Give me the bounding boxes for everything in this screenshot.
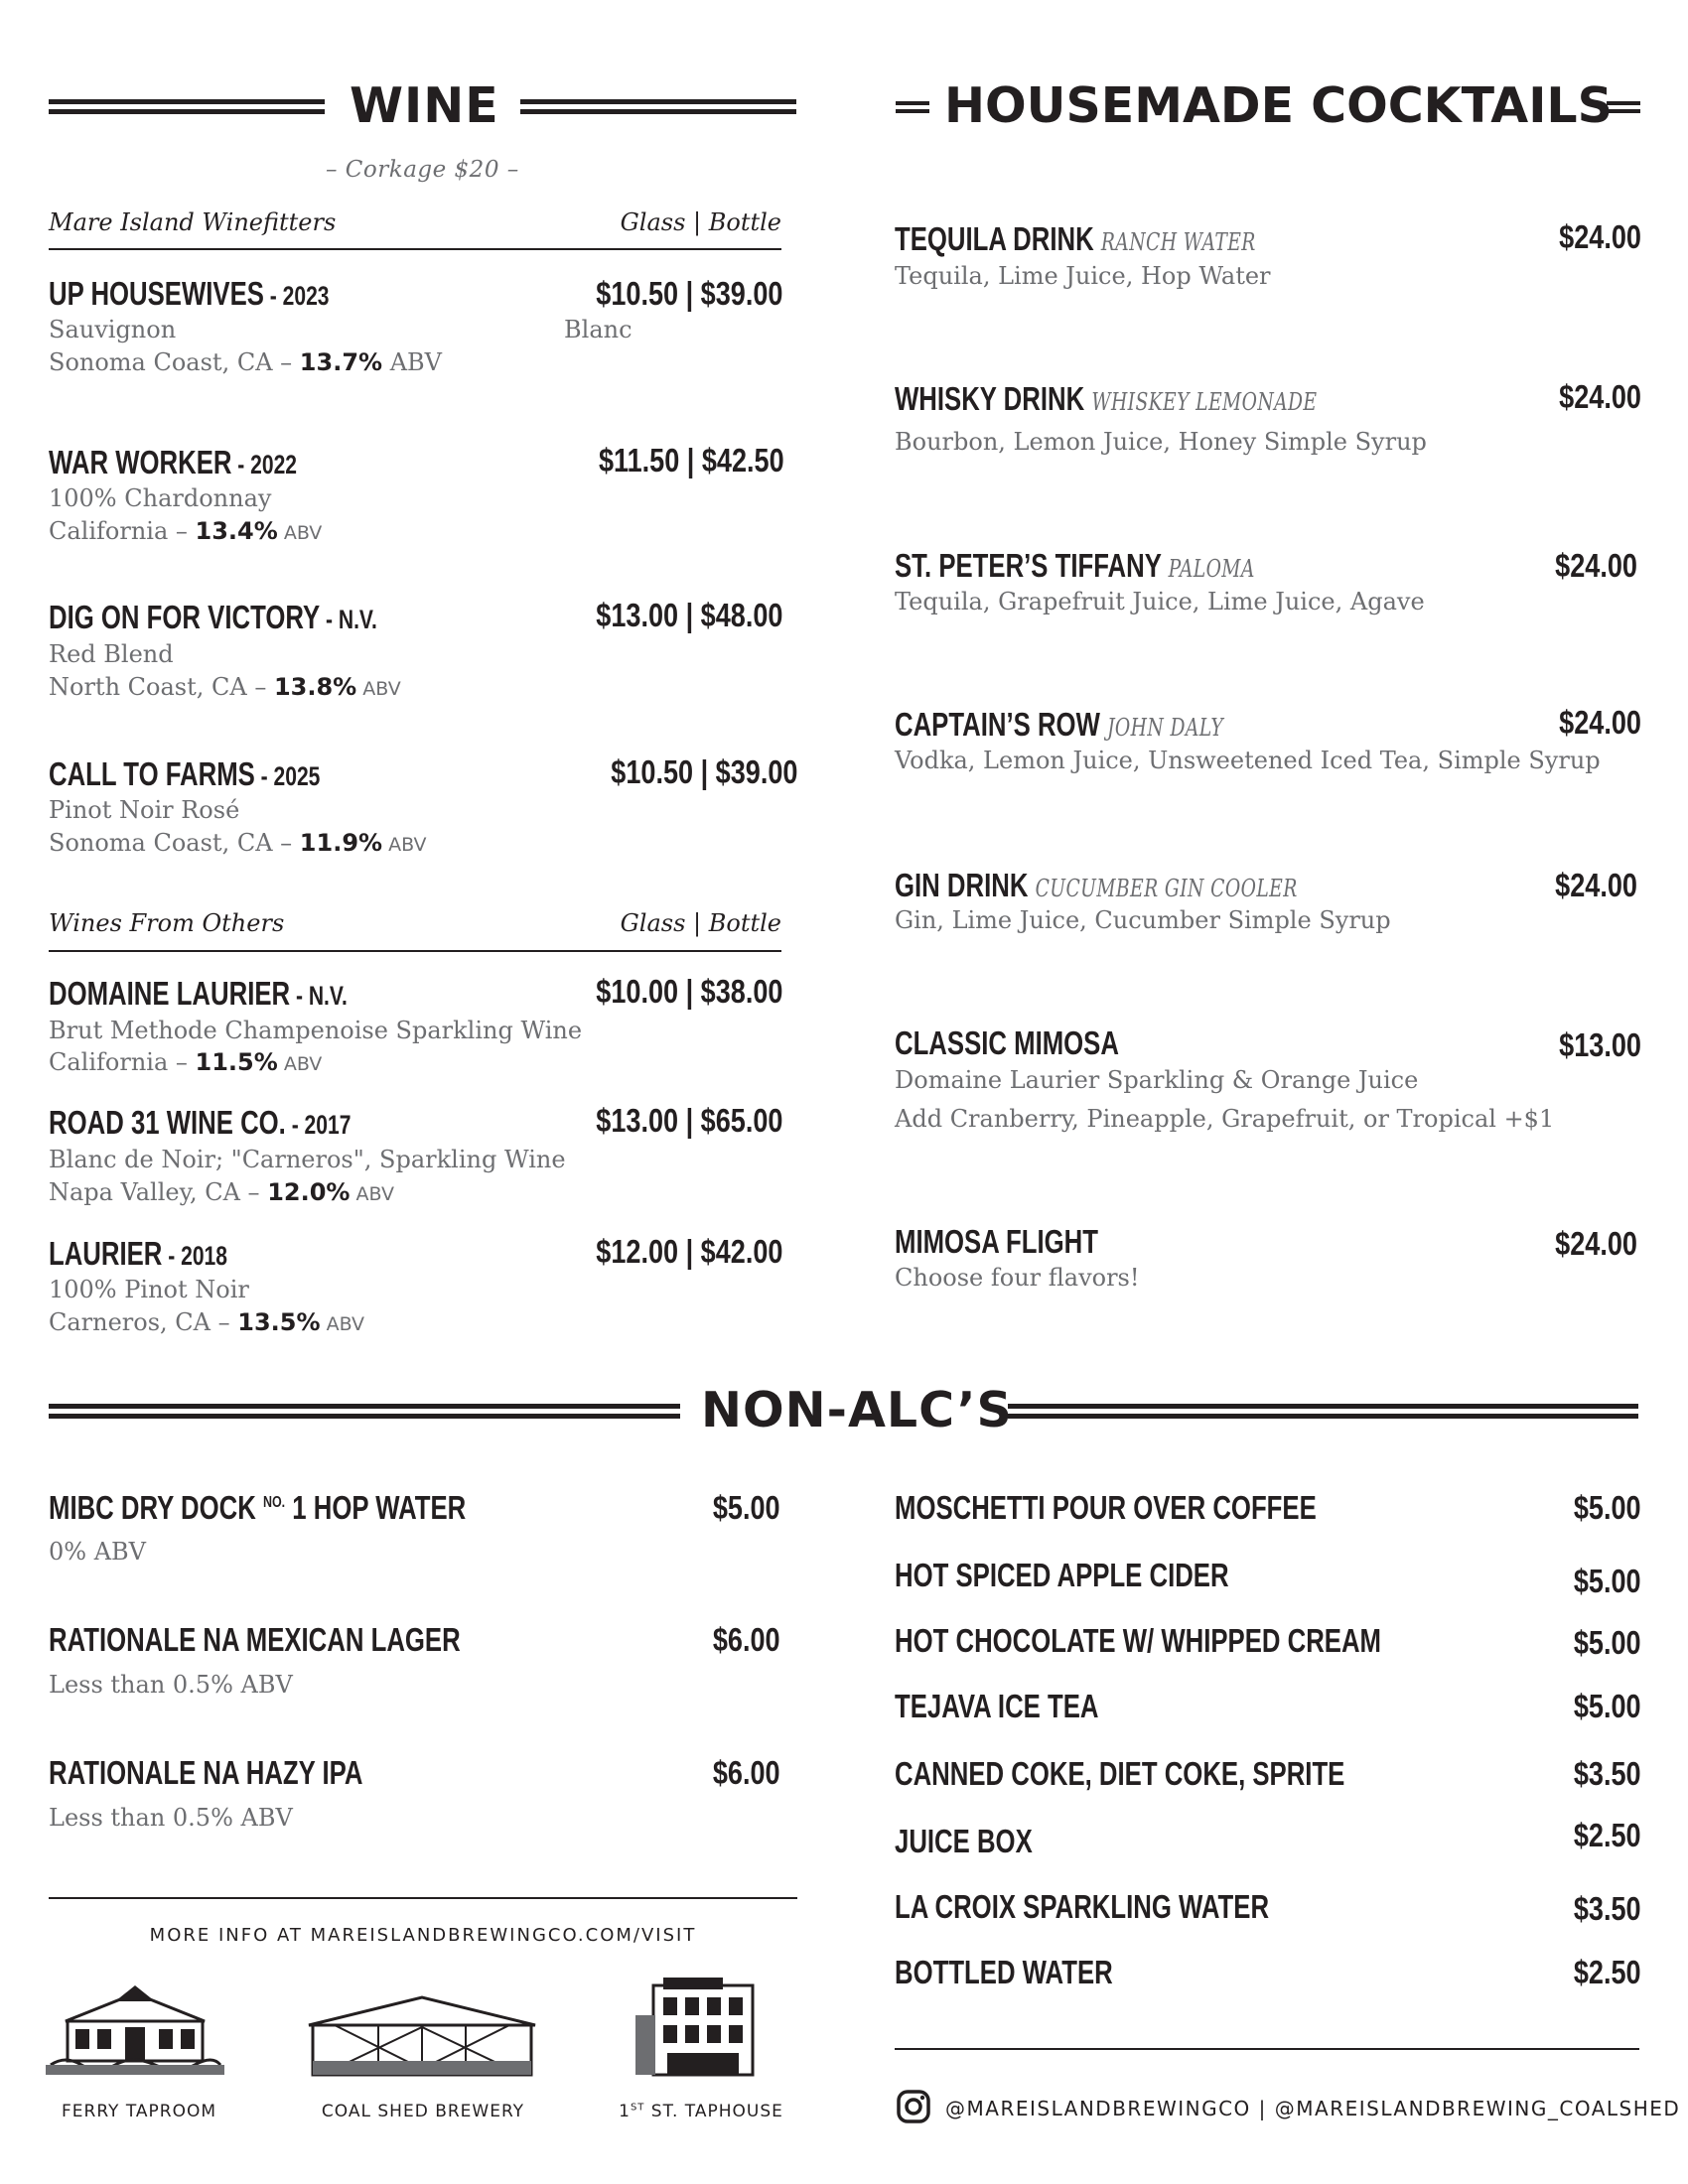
wine-name: DIG ON FOR VICTORY - N.V. (49, 599, 377, 635)
nonalc-price: $5.00 (1574, 1624, 1641, 1661)
nonalc-price: $5.00 (1574, 1563, 1641, 1599)
cocktail-desc-addon: Add Cranberry, Pineapple, Grapefruit, or Tropical +$1 (895, 1105, 1555, 1133)
cocktail-price: $13.00 (1559, 1026, 1641, 1063)
wine-region: Napa Valley, CA – 12.0% ABV (49, 1178, 394, 1206)
nonalc-name: CANNED COKE, DIET COKE, SPRITE (895, 1755, 1345, 1792)
cocktails-header-rule-right (1607, 101, 1640, 113)
wine-varietal: Sauvignon (49, 316, 177, 343)
more-info: MORE INFO AT MAREISLANDBREWINGCO.COM/VISIT (149, 1925, 697, 1946)
cocktails-title: HOUSEMADE COCKTAILS (944, 77, 1613, 134)
cocktail-price: $24.00 (1559, 378, 1641, 415)
wine-region: North Coast, CA – 13.8% ABV (49, 673, 401, 701)
nonalc-price: $3.50 (1574, 1890, 1641, 1927)
cocktails-header-rule-left (896, 101, 929, 113)
cocktail-desc: Vodka, Lemon Juice, Unsweetened Iced Tea, Simple Syrup (895, 747, 1601, 774)
cocktail-name: GIN DRINK CUCUMBER GIN COOLER (895, 867, 1298, 903)
nonalc-name: LA CROIX SPARKLING WATER (895, 1888, 1270, 1925)
wine-col-label: Glass | Bottle (620, 909, 781, 937)
wine-price: $11.50 | $42.50 (599, 442, 784, 478)
wine-price: $12.00 | $42.00 (595, 1233, 782, 1270)
nonalc-name: RATIONALE NA MEXICAN LAGER (49, 1621, 461, 1658)
wine-varietal: Red Blend (49, 640, 174, 668)
footer-divider-right (895, 2048, 1639, 2050)
nonalc-name: HOT CHOCOLATE W/ WHIPPED CREAM (895, 1622, 1381, 1659)
wine-name: UP HOUSEWIVES - 2023 (49, 275, 330, 312)
nonalc-name: TEJAVA ICE TEA (895, 1688, 1099, 1724)
wine-group-divider (49, 950, 781, 952)
wine-group-heading: Wines From Others (49, 909, 285, 937)
nonalc-desc: 0% ABV (49, 1538, 147, 1566)
nonalc-name: MIBC DRY DOCK $^{NO.}$ 1 HOP WATER (49, 1489, 467, 1526)
nonalc-price: $5.00 (1574, 1489, 1641, 1526)
wine-region: California – 11.5% ABV (49, 1048, 323, 1076)
wine-group-divider (49, 248, 781, 250)
nonalc-name: MOSCHETTI POUR OVER COFFEE (895, 1489, 1317, 1526)
cocktail-price: $24.00 (1555, 1225, 1637, 1262)
cocktail-name: WHISKY DRINK WHISKEY LEMONADE (895, 380, 1318, 417)
cocktail-price: $24.00 (1559, 704, 1641, 741)
location-label: 1ST ST. TAPHOUSE (619, 2102, 783, 2121)
nonalc-price: $2.50 (1574, 1817, 1641, 1853)
nonalc-price: $2.50 (1574, 1954, 1641, 1990)
nonalc-price: $6.00 (713, 1621, 780, 1658)
ferry-taproom-illustration (46, 1981, 224, 2081)
wine-varietal: 100% Pinot Noir (49, 1276, 249, 1303)
wine-group-heading: Mare Island Winefitters (49, 208, 337, 236)
nonalc-header-rule-right (1008, 1404, 1638, 1419)
wine-name: ROAD 31 WINE CO. - 2017 (49, 1104, 352, 1141)
cocktail-name: ST. PETER’S TIFFANY PALOMA (895, 547, 1255, 584)
nonalc-price: $5.00 (713, 1489, 780, 1526)
cocktail-price: $24.00 (1555, 867, 1637, 903)
wine-region: Sonoma Coast, CA – 11.9% ABV (49, 829, 427, 857)
cocktail-desc: Bourbon, Lemon Juice, Honey Simple Syrup (895, 428, 1427, 456)
cocktail-desc: Tequila, Grapefruit Juice, Lime Juice, Agave (895, 588, 1425, 615)
nonalc-price: $3.50 (1574, 1755, 1641, 1792)
social-handles[interactable]: @MAREISLANDBREWINGCO | @MAREISLANDBREWING_COALSHED (945, 2097, 1681, 2120)
wine-price: $10.50 | $39.00 (595, 275, 782, 312)
cocktail-name: TEQUILA DRINK RANCH WATER (895, 220, 1256, 257)
wine-region: California – 13.4% ABV (49, 517, 323, 545)
nonalc-price: $6.00 (713, 1754, 780, 1791)
wine-varietal: Pinot Noir Rosé (49, 796, 240, 824)
instagram-icon[interactable] (896, 2089, 931, 2124)
nonalc-name: JUICE BOX (895, 1823, 1033, 1859)
cocktail-desc: Tequila, Lime Juice, Hop Water (895, 262, 1271, 290)
wine-price: $10.50 | $39.00 (610, 753, 797, 790)
corkage-note: – Corkage $20 – (326, 157, 519, 183)
taphouse-illustration (633, 1976, 765, 2083)
location-label: FERRY TAPROOM (61, 2102, 217, 2121)
cocktail-desc: Gin, Lime Juice, Cucumber Simple Syrup (895, 906, 1391, 934)
wine-varietal: 100% Chardonnay (49, 484, 272, 512)
wine-varietal: Brut Methode Champenoise Sparkling Wine (49, 1017, 583, 1044)
cocktail-name: CLASSIC MIMOSA (895, 1024, 1119, 1061)
wine-name: WAR WORKER - 2022 (49, 444, 298, 480)
cocktail-name: MIMOSA FLIGHT (895, 1223, 1098, 1260)
nonalc-name: RATIONALE NA HAZY IPA (49, 1754, 363, 1791)
wine-header-rule-left (49, 99, 325, 114)
cocktail-name: CAPTAIN’S ROW JOHN DALY (895, 706, 1224, 743)
wine-region: Carneros, CA – 13.5% ABV (49, 1308, 365, 1336)
wine-price: $13.00 | $48.00 (595, 597, 782, 633)
nonalc-desc: Less than 0.5% ABV (49, 1804, 293, 1832)
wine-varietal: Blanc de Noir; "Carneros", Sparkling Wine (49, 1146, 566, 1173)
cocktail-desc: Choose four flavors! (895, 1264, 1140, 1292)
wine-region: Sonoma Coast, CA – 13.7% ABV (49, 348, 442, 376)
wine-header-rule-right (520, 99, 796, 114)
wine-varietal-extra: Blanc (564, 316, 633, 343)
wine-name: LAURIER - 2018 (49, 1235, 227, 1272)
nonalc-title: NON-ALC’S (701, 1382, 1013, 1438)
wine-title: WINE (350, 77, 499, 134)
wine-name: CALL TO FARMS - 2025 (49, 755, 321, 792)
nonalc-desc: Less than 0.5% ABV (49, 1671, 293, 1699)
nonalc-price: $5.00 (1574, 1688, 1641, 1724)
cocktail-desc: Domaine Laurier Sparkling & Orange Juice (895, 1066, 1419, 1094)
wine-col-label: Glass | Bottle (620, 208, 781, 236)
location-label: COAL SHED BREWERY (321, 2102, 525, 2121)
wine-price: $10.00 | $38.00 (595, 973, 782, 1010)
footer-divider-left (49, 1897, 797, 1899)
coal-shed-illustration (305, 1991, 539, 2079)
nonalc-header-rule-left (49, 1404, 680, 1419)
wine-name: DOMAINE LAURIER - N.V. (49, 975, 348, 1012)
cocktail-price: $24.00 (1555, 547, 1637, 584)
wine-price: $13.00 | $65.00 (595, 1102, 782, 1139)
cocktail-price: $24.00 (1559, 218, 1641, 255)
nonalc-name: HOT SPICED APPLE CIDER (895, 1557, 1229, 1593)
nonalc-name: BOTTLED WATER (895, 1954, 1113, 1990)
